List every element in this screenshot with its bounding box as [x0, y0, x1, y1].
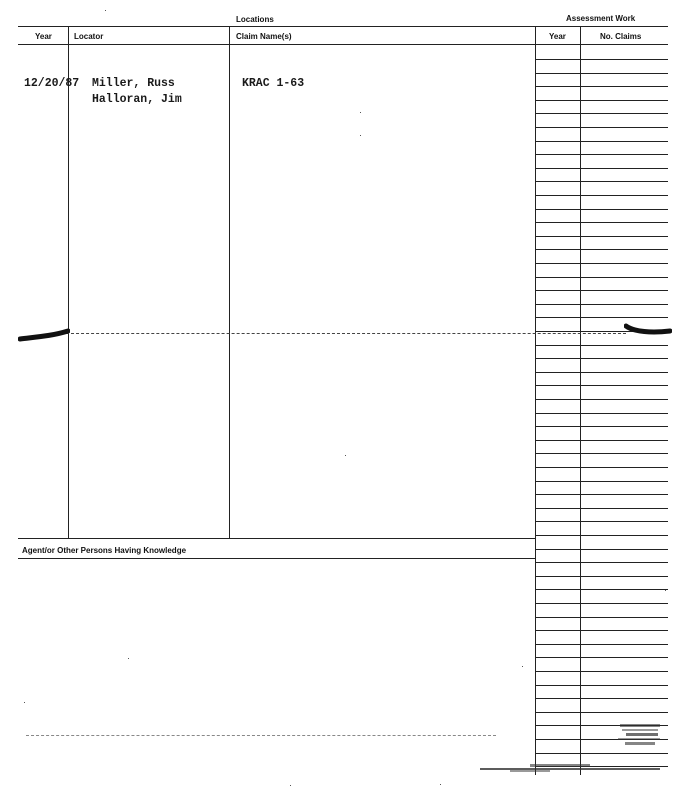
year-locator-divider [68, 27, 69, 538]
assessment-ruled-line [535, 603, 668, 604]
assessment-ruled-line [535, 617, 668, 618]
assessment-ruled-line [535, 453, 668, 454]
claim-name: KRAC 1-63 [242, 77, 305, 90]
assessment-year-column-header: Year [549, 32, 566, 41]
agent-section-bottom-rule [18, 558, 535, 559]
no-claims-column-header: No. Claims [600, 32, 642, 41]
assessment-ruled-line [535, 73, 668, 74]
assessment-ruled-line [535, 712, 668, 713]
assessment-ruled-line [535, 249, 668, 250]
assessment-ruled-line [535, 236, 668, 237]
assessment-ruled-line [535, 154, 668, 155]
assessment-ruled-line [535, 508, 668, 509]
scan-smudge [470, 720, 670, 780]
assessment-ruled-line [535, 494, 668, 495]
assessment-ruled-line [535, 277, 668, 278]
assessment-ruled-line [535, 535, 668, 536]
assessment-work-heading: Assessment Work [566, 14, 636, 23]
locator-claim-divider [229, 27, 230, 538]
lower-scan-line [26, 735, 496, 736]
header-bottom-rule [18, 44, 668, 45]
header-top-rule [18, 26, 668, 27]
scan-speck [440, 784, 441, 785]
assessment-ruled-line [535, 317, 668, 318]
assessment-ruled-line [535, 100, 668, 101]
assessment-ruled-line [535, 195, 668, 196]
assessment-ruled-line [535, 549, 668, 550]
assessment-ruled-line [535, 209, 668, 210]
assessment-ruled-line [535, 413, 668, 414]
agent-section-label: Agent/or Other Persons Having Knowledge [22, 546, 187, 555]
scan-speck [522, 666, 523, 667]
assessment-ruled-line [535, 263, 668, 264]
assessment-ruled-line [535, 576, 668, 577]
assessment-ruled-line [535, 222, 668, 223]
assessment-ruled-line [535, 440, 668, 441]
assessment-ruled-line [535, 59, 668, 60]
assessment-ruled-line [535, 521, 668, 522]
claim-names-column-header: Claim Name(s) [236, 32, 292, 41]
assessment-ruled-line [535, 562, 668, 563]
assessment-ruled-line [535, 372, 668, 373]
assessment-ruled-line [535, 685, 668, 686]
locator-name-2: Halloran, Jim [92, 93, 182, 106]
locations-heading: Locations [236, 15, 274, 24]
assessment-ruled-line [535, 304, 668, 305]
assessment-ruled-line [535, 127, 668, 128]
scan-speck [24, 702, 25, 703]
assessment-ruled-line [535, 644, 668, 645]
scan-speck [128, 658, 129, 659]
locator-column-header: Locator [74, 32, 104, 41]
scan-speck [345, 455, 346, 456]
assessment-ruled-line [535, 113, 668, 114]
assessment-ruled-line [535, 86, 668, 87]
year-column-header: Year [35, 32, 52, 41]
assessment-ruled-line [535, 630, 668, 631]
locator-name-1: Miller, Russ [92, 77, 175, 90]
right-fold-mark [624, 320, 672, 338]
assessment-ruled-line [535, 481, 668, 482]
fold-line [66, 333, 626, 334]
assessment-ruled-line [535, 589, 668, 590]
assessment-ruled-line [535, 657, 668, 658]
scan-speck [360, 112, 361, 113]
assessment-ruled-line [535, 671, 668, 672]
entry-date: 12/20/87 [24, 77, 80, 90]
scan-speck [360, 135, 361, 136]
assessment-ruled-line [535, 168, 668, 169]
assessment-ruled-line [535, 399, 668, 400]
scan-speck [665, 590, 666, 591]
assessment-ruled-line [535, 467, 668, 468]
assessment-ruled-line [535, 358, 668, 359]
assessment-ruled-line [535, 141, 668, 142]
locations-assessment-divider [535, 27, 536, 775]
assessment-ruled-line [535, 181, 668, 182]
scan-speck [290, 785, 291, 786]
assessment-year-claims-divider [580, 27, 581, 775]
assessment-ruled-line [535, 426, 668, 427]
assessment-ruled-line [535, 698, 668, 699]
left-fold-mark [18, 326, 70, 344]
assessment-ruled-line [535, 290, 668, 291]
scan-speck [105, 10, 106, 11]
assessment-ruled-line [535, 385, 668, 386]
agent-section-top-rule [18, 538, 535, 539]
assessment-ruled-line [535, 345, 668, 346]
